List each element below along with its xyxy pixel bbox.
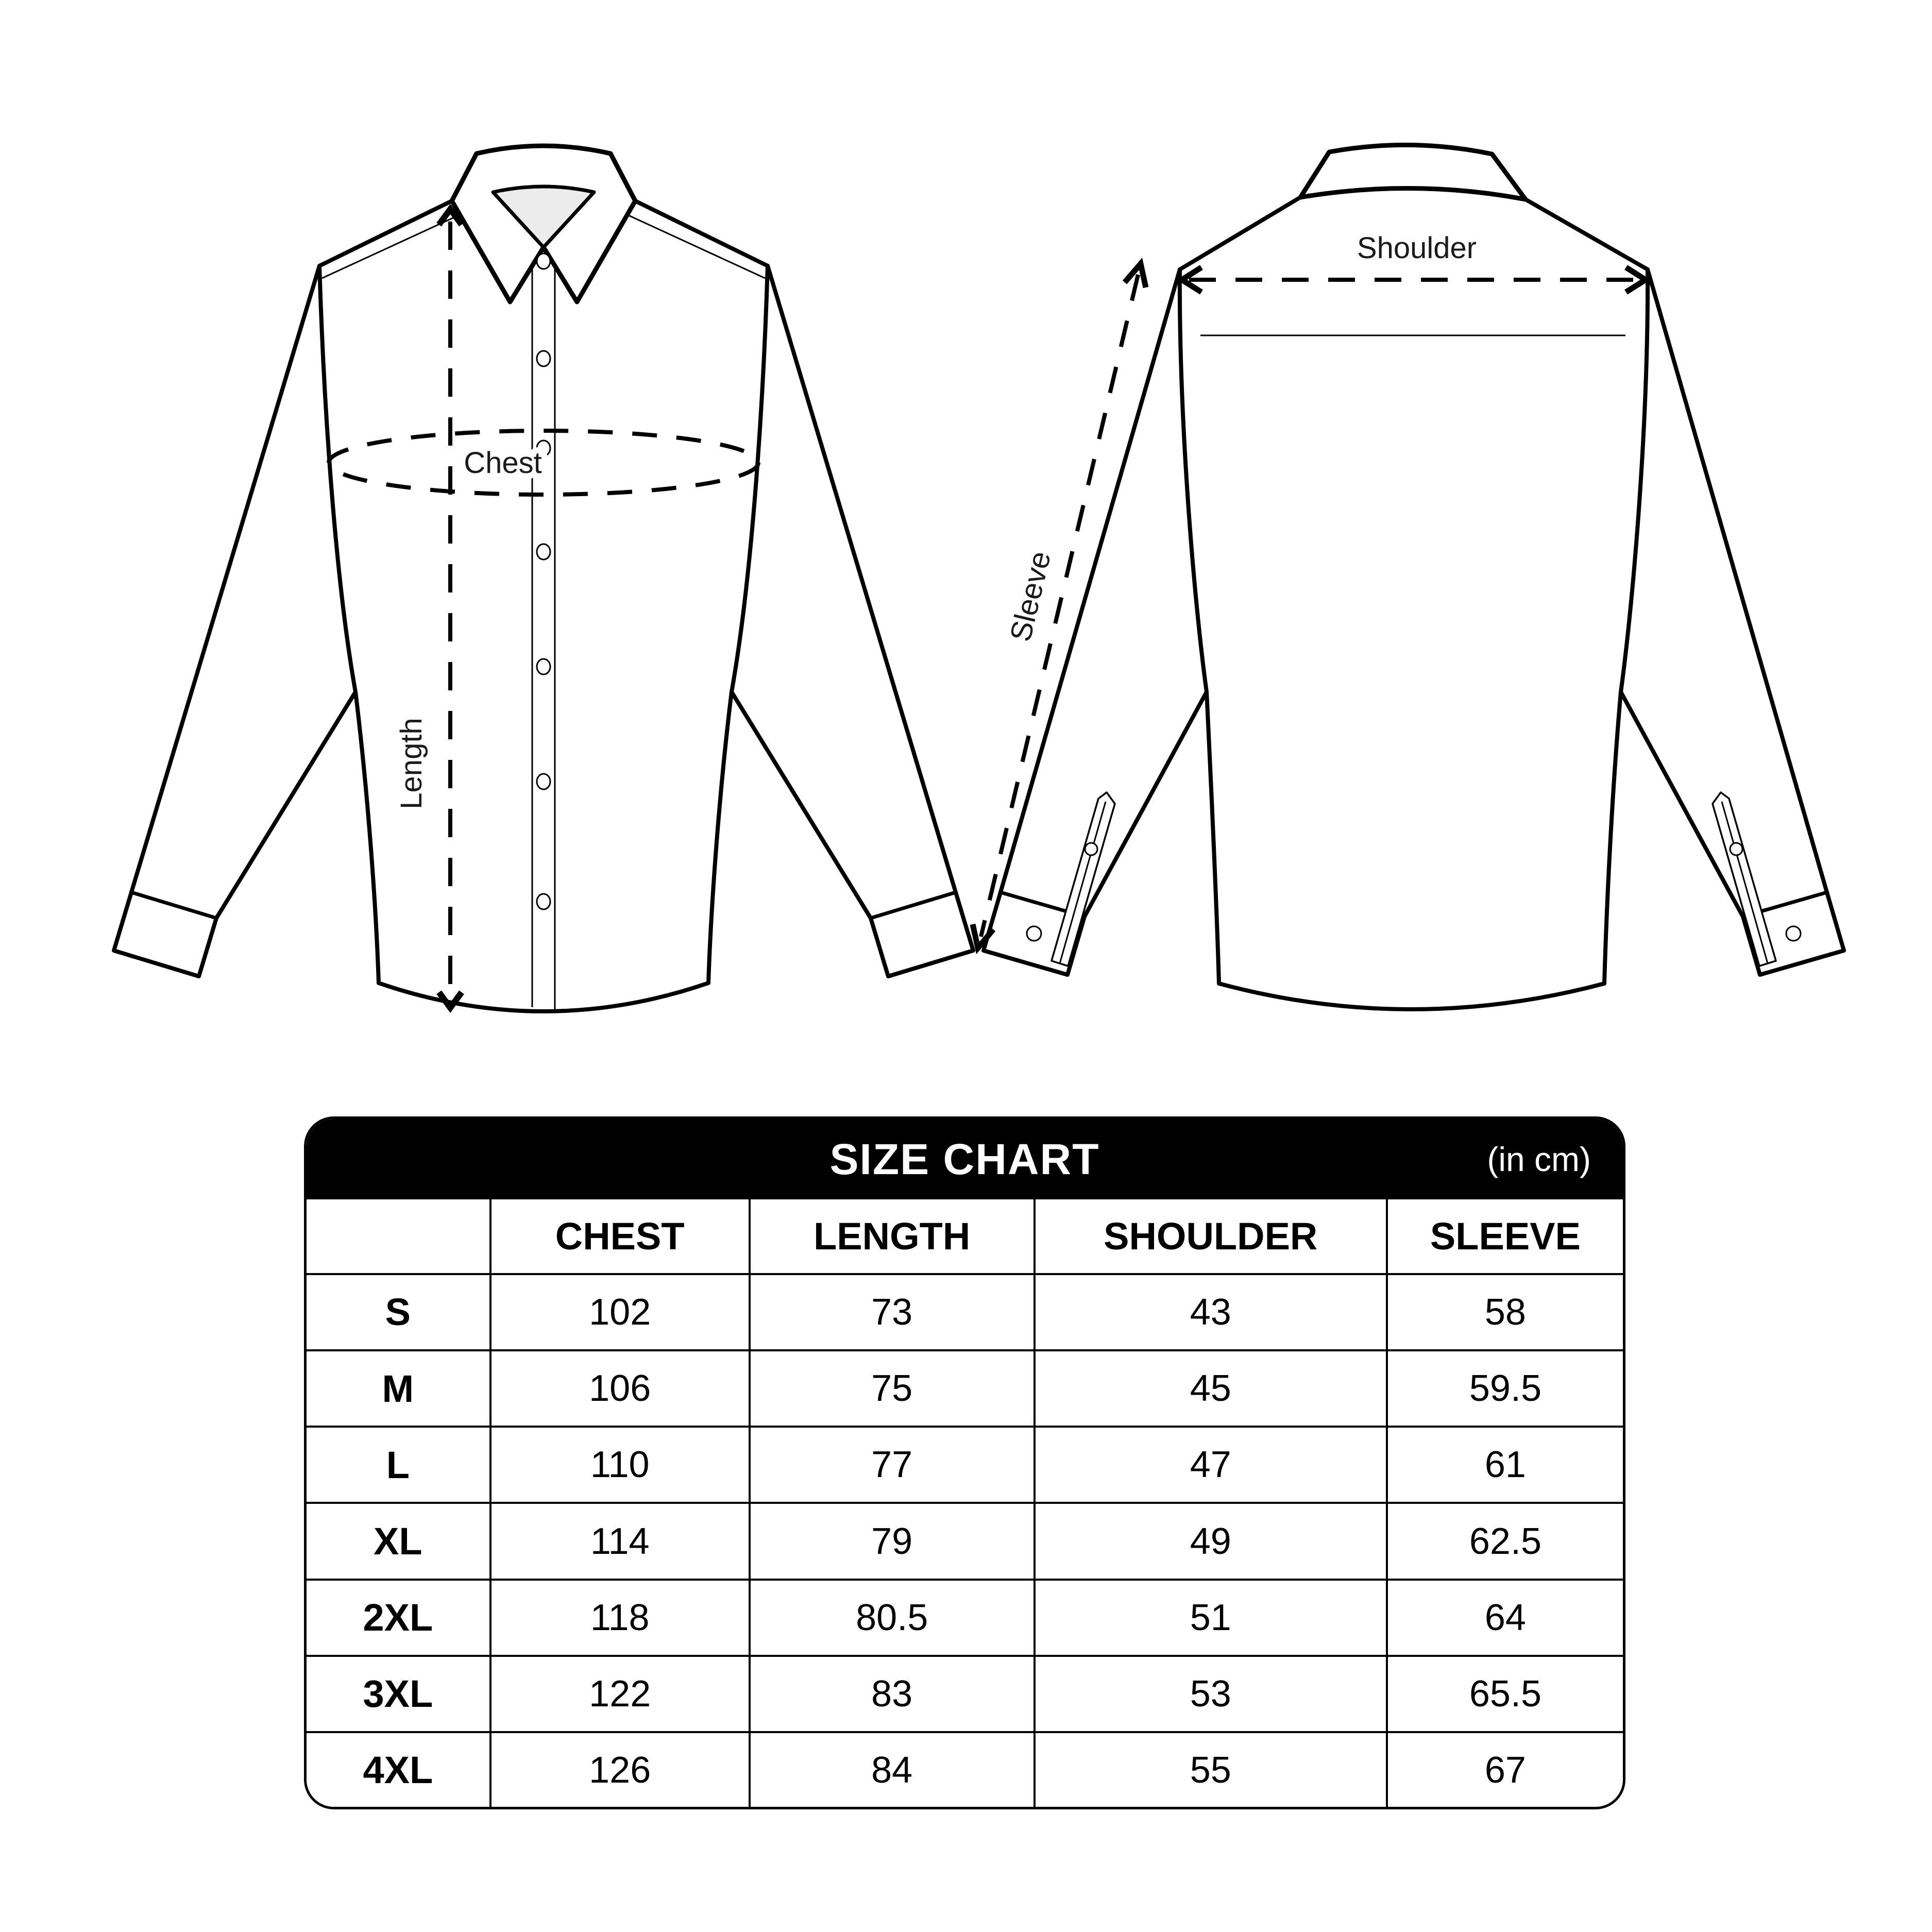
column-header-shoulder: SHOULDER: [1035, 1199, 1387, 1274]
table-row: [307, 1732, 1623, 1807]
shoulder-value: 43: [1035, 1274, 1387, 1350]
column-header-length: LENGTH: [750, 1199, 1035, 1274]
column-header-row: [307, 1199, 1623, 1274]
column-header-chest: CHEST: [490, 1199, 750, 1274]
sleeve-value: 67: [1387, 1732, 1623, 1807]
length-value: 84: [750, 1732, 1035, 1807]
table-row: [307, 1274, 1623, 1350]
sleeve-value: 65.5: [1387, 1656, 1623, 1732]
back-body: [1180, 188, 1648, 1009]
sleeve-label: Sleeve: [1003, 548, 1058, 645]
sleeve-value: 58: [1387, 1274, 1623, 1350]
sleeve-value: 64: [1387, 1580, 1623, 1656]
chest-value: 118: [490, 1580, 750, 1656]
size-chart-grid: [307, 1199, 1623, 1807]
front-left-sleeve: [114, 266, 355, 976]
shoulder-value: 45: [1035, 1350, 1387, 1427]
back-shirt-diagram: [969, 112, 1865, 1019]
front-body: [319, 188, 768, 1011]
chest-label: Chest: [464, 446, 542, 480]
sleeve-value: 61: [1387, 1427, 1623, 1503]
size-label: M: [307, 1350, 490, 1427]
size-chart-unit-note: (in cm): [1487, 1140, 1591, 1178]
shoulder-value: 47: [1035, 1427, 1387, 1503]
length-value: 80.5: [750, 1580, 1035, 1656]
shoulder-value: 53: [1035, 1656, 1387, 1732]
chest-value: 110: [490, 1427, 750, 1503]
corner-cell: [307, 1199, 490, 1274]
table-row: [307, 1350, 1623, 1427]
length-value: 79: [750, 1503, 1035, 1579]
chest-value: 122: [490, 1656, 750, 1732]
size-label: L: [307, 1427, 490, 1503]
size-chart-header: [307, 1119, 1623, 1199]
size-chart-title: SIZE CHART: [829, 1134, 1100, 1183]
front-right-sleeve: [732, 266, 973, 976]
shoulder-value: 49: [1035, 1503, 1387, 1579]
length-value: 73: [750, 1274, 1035, 1350]
length-value: 83: [750, 1656, 1035, 1732]
size-label: 3XL: [307, 1656, 490, 1732]
size-label: 2XL: [307, 1580, 490, 1656]
chest-value: 102: [490, 1274, 750, 1350]
size-label: S: [307, 1274, 490, 1350]
sleeve-value: 59.5: [1387, 1350, 1623, 1427]
shoulder-value: 55: [1035, 1732, 1387, 1807]
table-row: [307, 1427, 1623, 1503]
chest-value: 106: [490, 1350, 750, 1427]
size-label: 4XL: [307, 1732, 490, 1807]
length-value: 77: [750, 1427, 1035, 1503]
sleeve-value: 62.5: [1387, 1503, 1623, 1579]
chest-value: 126: [490, 1732, 750, 1807]
length-label: Length: [395, 718, 428, 809]
shoulder-value: 51: [1035, 1580, 1387, 1656]
table-row: [307, 1503, 1623, 1579]
size-label: XL: [307, 1503, 490, 1579]
front-shirt-diagram: [103, 112, 984, 1019]
table-row: [307, 1656, 1623, 1732]
shoulder-label: Shoulder: [1357, 231, 1477, 265]
size-chart-table: [304, 1116, 1625, 1809]
chest-value: 114: [490, 1503, 750, 1579]
length-value: 75: [750, 1350, 1035, 1427]
column-header-sleeve: SLEEVE: [1387, 1199, 1623, 1274]
table-row: [307, 1580, 1623, 1656]
